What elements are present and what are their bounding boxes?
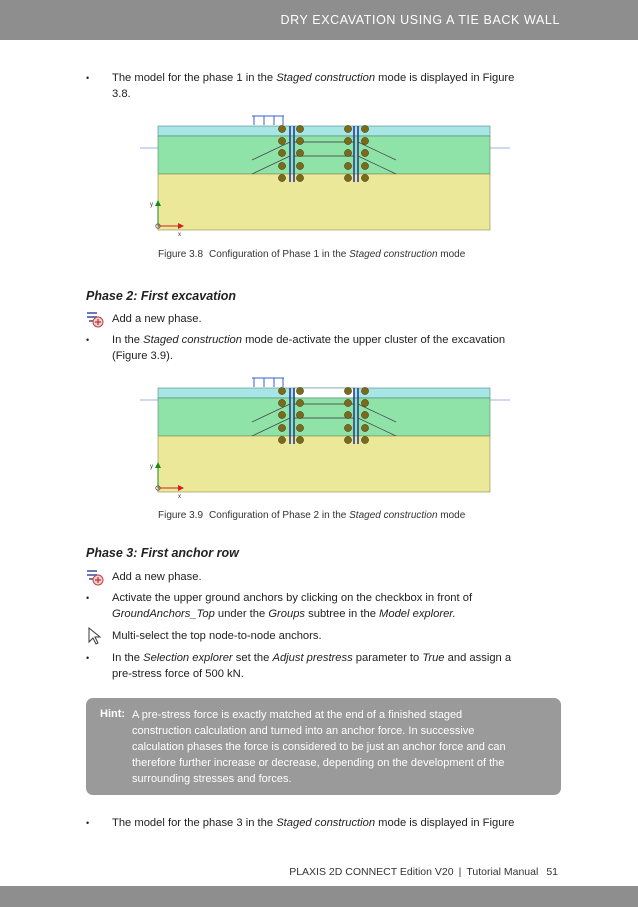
header-title: DRY EXCAVATION USING A TIE BACK WALL bbox=[280, 13, 560, 27]
figure-3-8-caption: Figure 3.8 Configuration of Phase 1 in the Staged construction mode bbox=[158, 249, 466, 260]
phase3-step2-line2: GroundAnchors_Top under the Groups subtree in the Model explorer. bbox=[112, 608, 456, 620]
page-header bbox=[0, 0, 638, 40]
para-last-line1: The model for the phase 3 in the Staged construction mode is displayed in Figure bbox=[112, 817, 515, 829]
page-footer bbox=[289, 866, 558, 878]
axis-x-label: x bbox=[178, 232, 181, 238]
add-phase-icon bbox=[86, 310, 104, 328]
axis-y-label: y bbox=[150, 464, 153, 470]
surface-load bbox=[252, 116, 284, 125]
phase3-step1: Add a new phase. bbox=[112, 571, 202, 583]
hint-line: calculation phases the force is considered to be just an anchor force and can bbox=[132, 741, 506, 753]
phase3-step4-line2: pre-stress force of 500 kN. bbox=[112, 668, 244, 680]
bullet-marker: • bbox=[86, 818, 90, 828]
hint-box bbox=[86, 698, 561, 795]
sand-layer bbox=[158, 436, 490, 492]
hint-line: therefore further increase or decrease, depending on the development of the bbox=[132, 757, 505, 769]
add-phase-icon bbox=[86, 568, 104, 586]
axis-y-label: y bbox=[150, 202, 153, 208]
hint-line: surrounding stresses and forces. bbox=[132, 773, 292, 785]
phase3-step4-line1: In the Selection explorer set the Adjust prestress parameter to True and assign a bbox=[112, 652, 512, 664]
footer-separator: | bbox=[458, 866, 462, 878]
bullet-marker: • bbox=[86, 593, 90, 603]
phase2-step2-line1: In the Staged construction mode de-activate the upper cluster of the excavation bbox=[112, 334, 506, 346]
surface-load bbox=[252, 378, 284, 387]
figure-3-9-model bbox=[140, 374, 510, 502]
phase3-step2-line1: Activate the upper ground anchors by clicking on the checkbox in front of bbox=[112, 592, 473, 604]
para1-line1: The model for the phase 1 in the Staged construction mode is displayed in Figure bbox=[112, 72, 515, 84]
phase2-step1: Add a new phase. bbox=[112, 313, 202, 325]
footer-bar bbox=[0, 886, 638, 907]
water-layer bbox=[158, 126, 490, 136]
sand-layer bbox=[158, 174, 490, 230]
bullet-marker: • bbox=[86, 73, 90, 83]
phase3-step3: Multi-select the top node-to-node anchors. bbox=[112, 630, 322, 642]
bullet-marker: • bbox=[86, 335, 90, 345]
figure-3-8-model bbox=[140, 112, 510, 240]
figure-3-9-caption: Figure 3.9 Configuration of Phase 2 in the Staged construction mode bbox=[158, 510, 466, 521]
axis-x-label: x bbox=[178, 494, 181, 500]
footer-manual: Tutorial Manual bbox=[466, 866, 539, 878]
phase2-heading: Phase 2: First excavation bbox=[86, 289, 237, 303]
bullet-marker: • bbox=[86, 653, 90, 663]
para1-line2: 3.8. bbox=[112, 88, 131, 100]
hint-label: Hint: bbox=[100, 708, 126, 720]
cursor-select-icon bbox=[86, 627, 104, 645]
page-number: 51 bbox=[546, 866, 558, 878]
hint-line: construction calculation and turned into an anchor force. In successive bbox=[132, 725, 475, 737]
phase3-heading: Phase 3: First anchor row bbox=[86, 546, 239, 560]
hint-line: A pre-stress force is exactly matched at the end of a finished staged bbox=[132, 709, 463, 721]
footer-product: PLAXIS 2D CONNECT Edition V20 bbox=[289, 866, 454, 878]
phase2-step2-line2: (Figure 3.9). bbox=[112, 350, 173, 362]
